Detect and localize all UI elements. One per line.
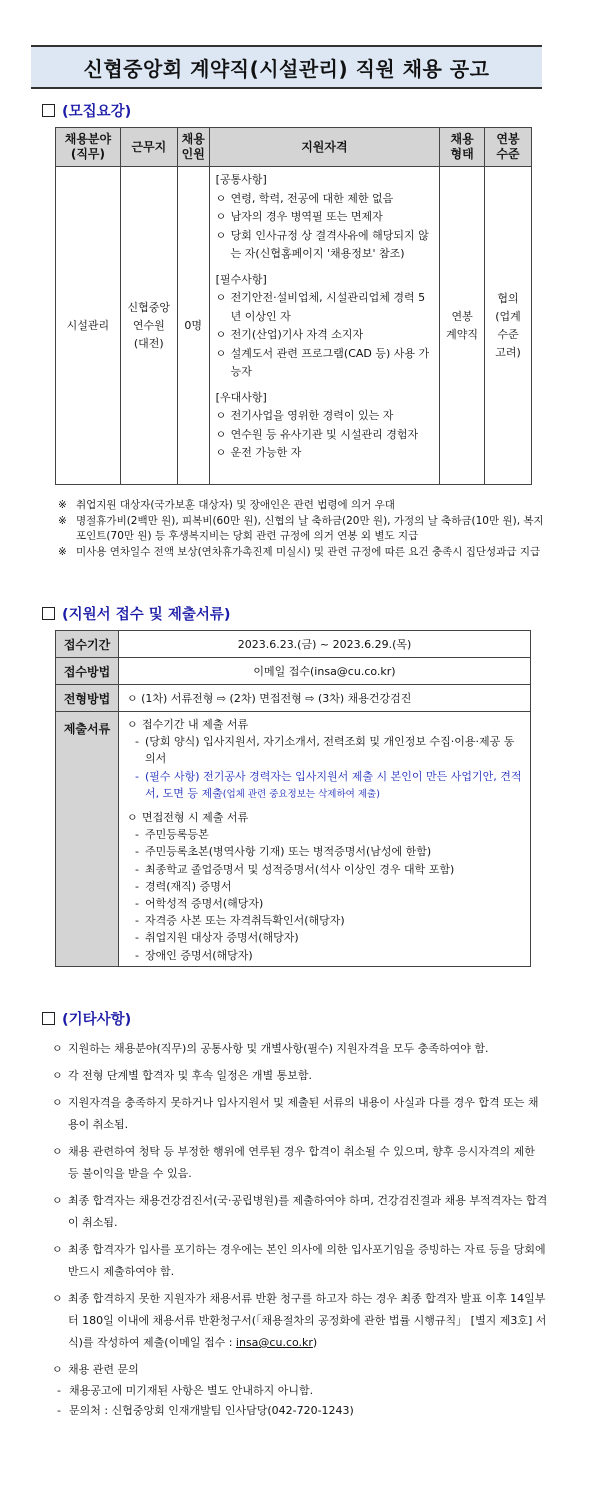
- group-required: [216, 271, 435, 382]
- list-item: ㅇ 운전 가능한 자: [215, 446, 302, 459]
- list-item: ㅇ 최종 합격자는 채용건강검진서(국·공립병원)를 제출하여야 하며, 건강검진결과 채용 부적격자는 합격이 취소됨.: [52, 1194, 548, 1229]
- value-period: 2023.6.23.(금) ~ 2023.6.29.(목): [119, 631, 531, 658]
- list-item: ㅇ 설계도서 관련 프로그램(CAD 등) 사용 가능자: [215, 346, 430, 378]
- section-application-heading: (지원서 접수 및 제출서류): [42, 603, 230, 624]
- table-row: [56, 631, 531, 658]
- header-location: 근무지: [120, 128, 177, 167]
- table-row: [56, 685, 531, 712]
- note-item: ※ 명절휴가비(2백만 원), 피복비(60만 원), 신협의 날 축하금(20만 원), 가정의 날 축하금(10만 원), 복지포인트(70만 원) 등 후생복지비는 당회 관련 규정에 의거 연봉 외 별도 지급: [58, 514, 544, 542]
- list-item: ㅇ 전기안전·설비업체, 시설관리업체 경력 5년 이상인 자: [215, 291, 426, 323]
- label-documents: 제출서류: [56, 712, 119, 967]
- title-banner: [31, 45, 542, 89]
- recruitment-notes: [58, 498, 548, 560]
- list-item: ㅇ 채용 관련하여 청탁 등 부정한 행위에 연루된 경우 합격이 취소될 수 있으며, 향후 응시자격의 제한 등 불이익을 받을 수 있음.: [52, 1145, 535, 1180]
- value-documents: [119, 712, 531, 967]
- recruitment-table: [55, 127, 532, 485]
- group-common: [216, 171, 435, 264]
- table-row: [56, 712, 531, 967]
- checkbox-square-icon: [42, 1012, 55, 1025]
- list-item: ㅇ 지원하는 채용분야(직무)의 공통사항 및 개별사항(필수) 지원자격을 모두 충족하여야 함.: [52, 1042, 489, 1055]
- cell-qualification: [209, 167, 439, 485]
- header-type: 채용 형태: [440, 128, 485, 167]
- list-item: ㅇ 전기사업을 영위한 경력이 있는 자: [215, 409, 394, 422]
- list-item: ㅇ 최종 합격하지 못한 지원자가 채용서류 반환 청구를 하고자 하는 경우 최종 합격자 발표 이후 14일부터 180일 이내에 채용서류 반환청구서(「채용절차의 공정화에 관한 법률 시행규칙」 [별지 제3호] 서식)를 작성하여 제출(이메일 접수 : insa@cu.co.kr): [52, 1292, 547, 1349]
- label-method: 접수방법: [56, 658, 119, 685]
- group-label: [필수사항]: [215, 272, 267, 286]
- list-item: ㅇ 지원자격을 충족하지 못하거나 입사지원서 및 제출된 서류의 내용이 사실과 다를 경우 합격 또는 채용이 취소됨.: [52, 1096, 539, 1131]
- label-process: 전형방법: [56, 685, 119, 712]
- section-recruitment-heading: (모집요강): [42, 100, 131, 121]
- header-qualification: 지원자격: [209, 128, 439, 167]
- page-title: 신협중앙회 계약직(시설관리) 직원 채용 공고: [83, 56, 490, 81]
- header-count: 채용 인원: [177, 128, 209, 167]
- note-item: ※ 미사용 연차일수 전액 보상(연차휴가촉진제 미실시) 및 관련 규정에 따른 요건 충족시 집단성과급 지급: [58, 545, 541, 558]
- list-item: - 채용공고에 미기재된 사항은 별도 안내하지 아니함.: [57, 1384, 314, 1397]
- inquiry-title: ㅇ 채용 관련 문의: [52, 1363, 139, 1376]
- list-item: - 장애인 증명서(해당자): [135, 948, 253, 962]
- cell-count: 0명: [177, 167, 209, 485]
- header-salary: 연봉 수준: [485, 128, 532, 167]
- list-item: - (필수 사항) 전기공사 경력자는 입사지원서 제출 시 본인이 만든 사업기안, 견적서, 도면 등 제출(업체 관련 중요정보는 삭제하여 제출): [135, 769, 522, 800]
- table-row: [56, 658, 531, 685]
- group-label: [공통사항]: [215, 173, 267, 186]
- list-item: ㅇ 연수원 등 유사기관 및 시설관리 경험자: [215, 427, 419, 441]
- list-item: ㅇ 최종 합격자가 입사를 포기하는 경우에는 본인 의사에 의한 입사포기임을 증빙하는 자료 등을 당회에 반드시 제출하여야 함.: [52, 1243, 546, 1278]
- list-item: - (당회 양식) 입사지원서, 자기소개서, 전력조회 및 개인정보 수집·이용·제공 동의서: [135, 735, 515, 766]
- note-item: ※ 취업지원 대상자(국가보훈 대상자) 및 장애인은 관련 법령에 의거 우대: [58, 499, 395, 511]
- list-item: - 어학성적 증명서(해당자): [135, 897, 264, 911]
- table-header-row: [56, 128, 532, 167]
- list-item: - 최종학교 졸업증명서 및 성적증명서(석사 이상인 경우 대학 포함): [135, 862, 455, 876]
- email-link[interactable]: insa@cu.co.kr: [235, 1336, 313, 1349]
- list-item: ㅇ 연령, 학력, 전공에 대한 제한 없음: [215, 191, 394, 205]
- checkbox-square-icon: [42, 104, 55, 117]
- list-item: ㅇ 전기(산업)기사 자격 소지자: [215, 328, 364, 341]
- list-item: - 경력(재직) 증명서: [135, 879, 232, 893]
- list-item: ㅇ 당회 인사규정 상 결격사유에 해당되지 않는 자(신협홈페이지 '채용정보' 참조): [215, 228, 429, 260]
- label-period: 접수기간: [56, 631, 119, 658]
- cell-field: 시설관리: [56, 167, 121, 485]
- table-row: [56, 167, 532, 485]
- list-item: - 자격증 사본 또는 자격취득확인서(해당자): [135, 914, 345, 928]
- checkbox-square-icon: [42, 607, 55, 620]
- docs-group-title: ㅇ 접수기간 내 제출 서류: [127, 718, 249, 731]
- header-field: 채용분야 (직무): [56, 128, 121, 167]
- value-method: 이메일 접수(insa@cu.co.kr): [119, 658, 531, 685]
- list-item: - 주민등록등본: [135, 828, 209, 842]
- group-label: [우대사항]: [215, 390, 267, 404]
- group-preferred: [216, 389, 435, 463]
- docs-group-title: ㅇ 면접전형 시 제출 서류: [127, 811, 249, 825]
- cell-location: 신협중앙 연수원 (대전): [120, 167, 177, 485]
- list-item: ㅇ 각 전형 단계별 합격자 및 후속 일정은 개별 통보함.: [52, 1069, 312, 1082]
- list-item: - 주민등록초본(병역사항 기재) 또는 병적증명서(남성에 한함): [135, 845, 432, 859]
- list-item: - 취업지원 대상자 증명서(해당자): [135, 931, 299, 945]
- application-table: [55, 630, 531, 967]
- misc-list: [52, 1038, 548, 1421]
- cell-type: 연봉 계약직: [440, 167, 485, 485]
- section-misc-heading: (기타사항): [42, 1008, 131, 1029]
- cell-salary: 협의 (업계 수준 고려): [485, 167, 532, 485]
- list-item: - 문의처 : 신협중앙회 인재개발팀 인사담당(042-720-1243): [57, 1404, 354, 1417]
- value-process: ㅇ (1차) 서류전형 ⇨ (2차) 면접전형 ⇨ (3차) 채용건강검진: [119, 685, 531, 712]
- list-item: ㅇ 남자의 경우 병역필 또는 면제자: [215, 210, 383, 223]
